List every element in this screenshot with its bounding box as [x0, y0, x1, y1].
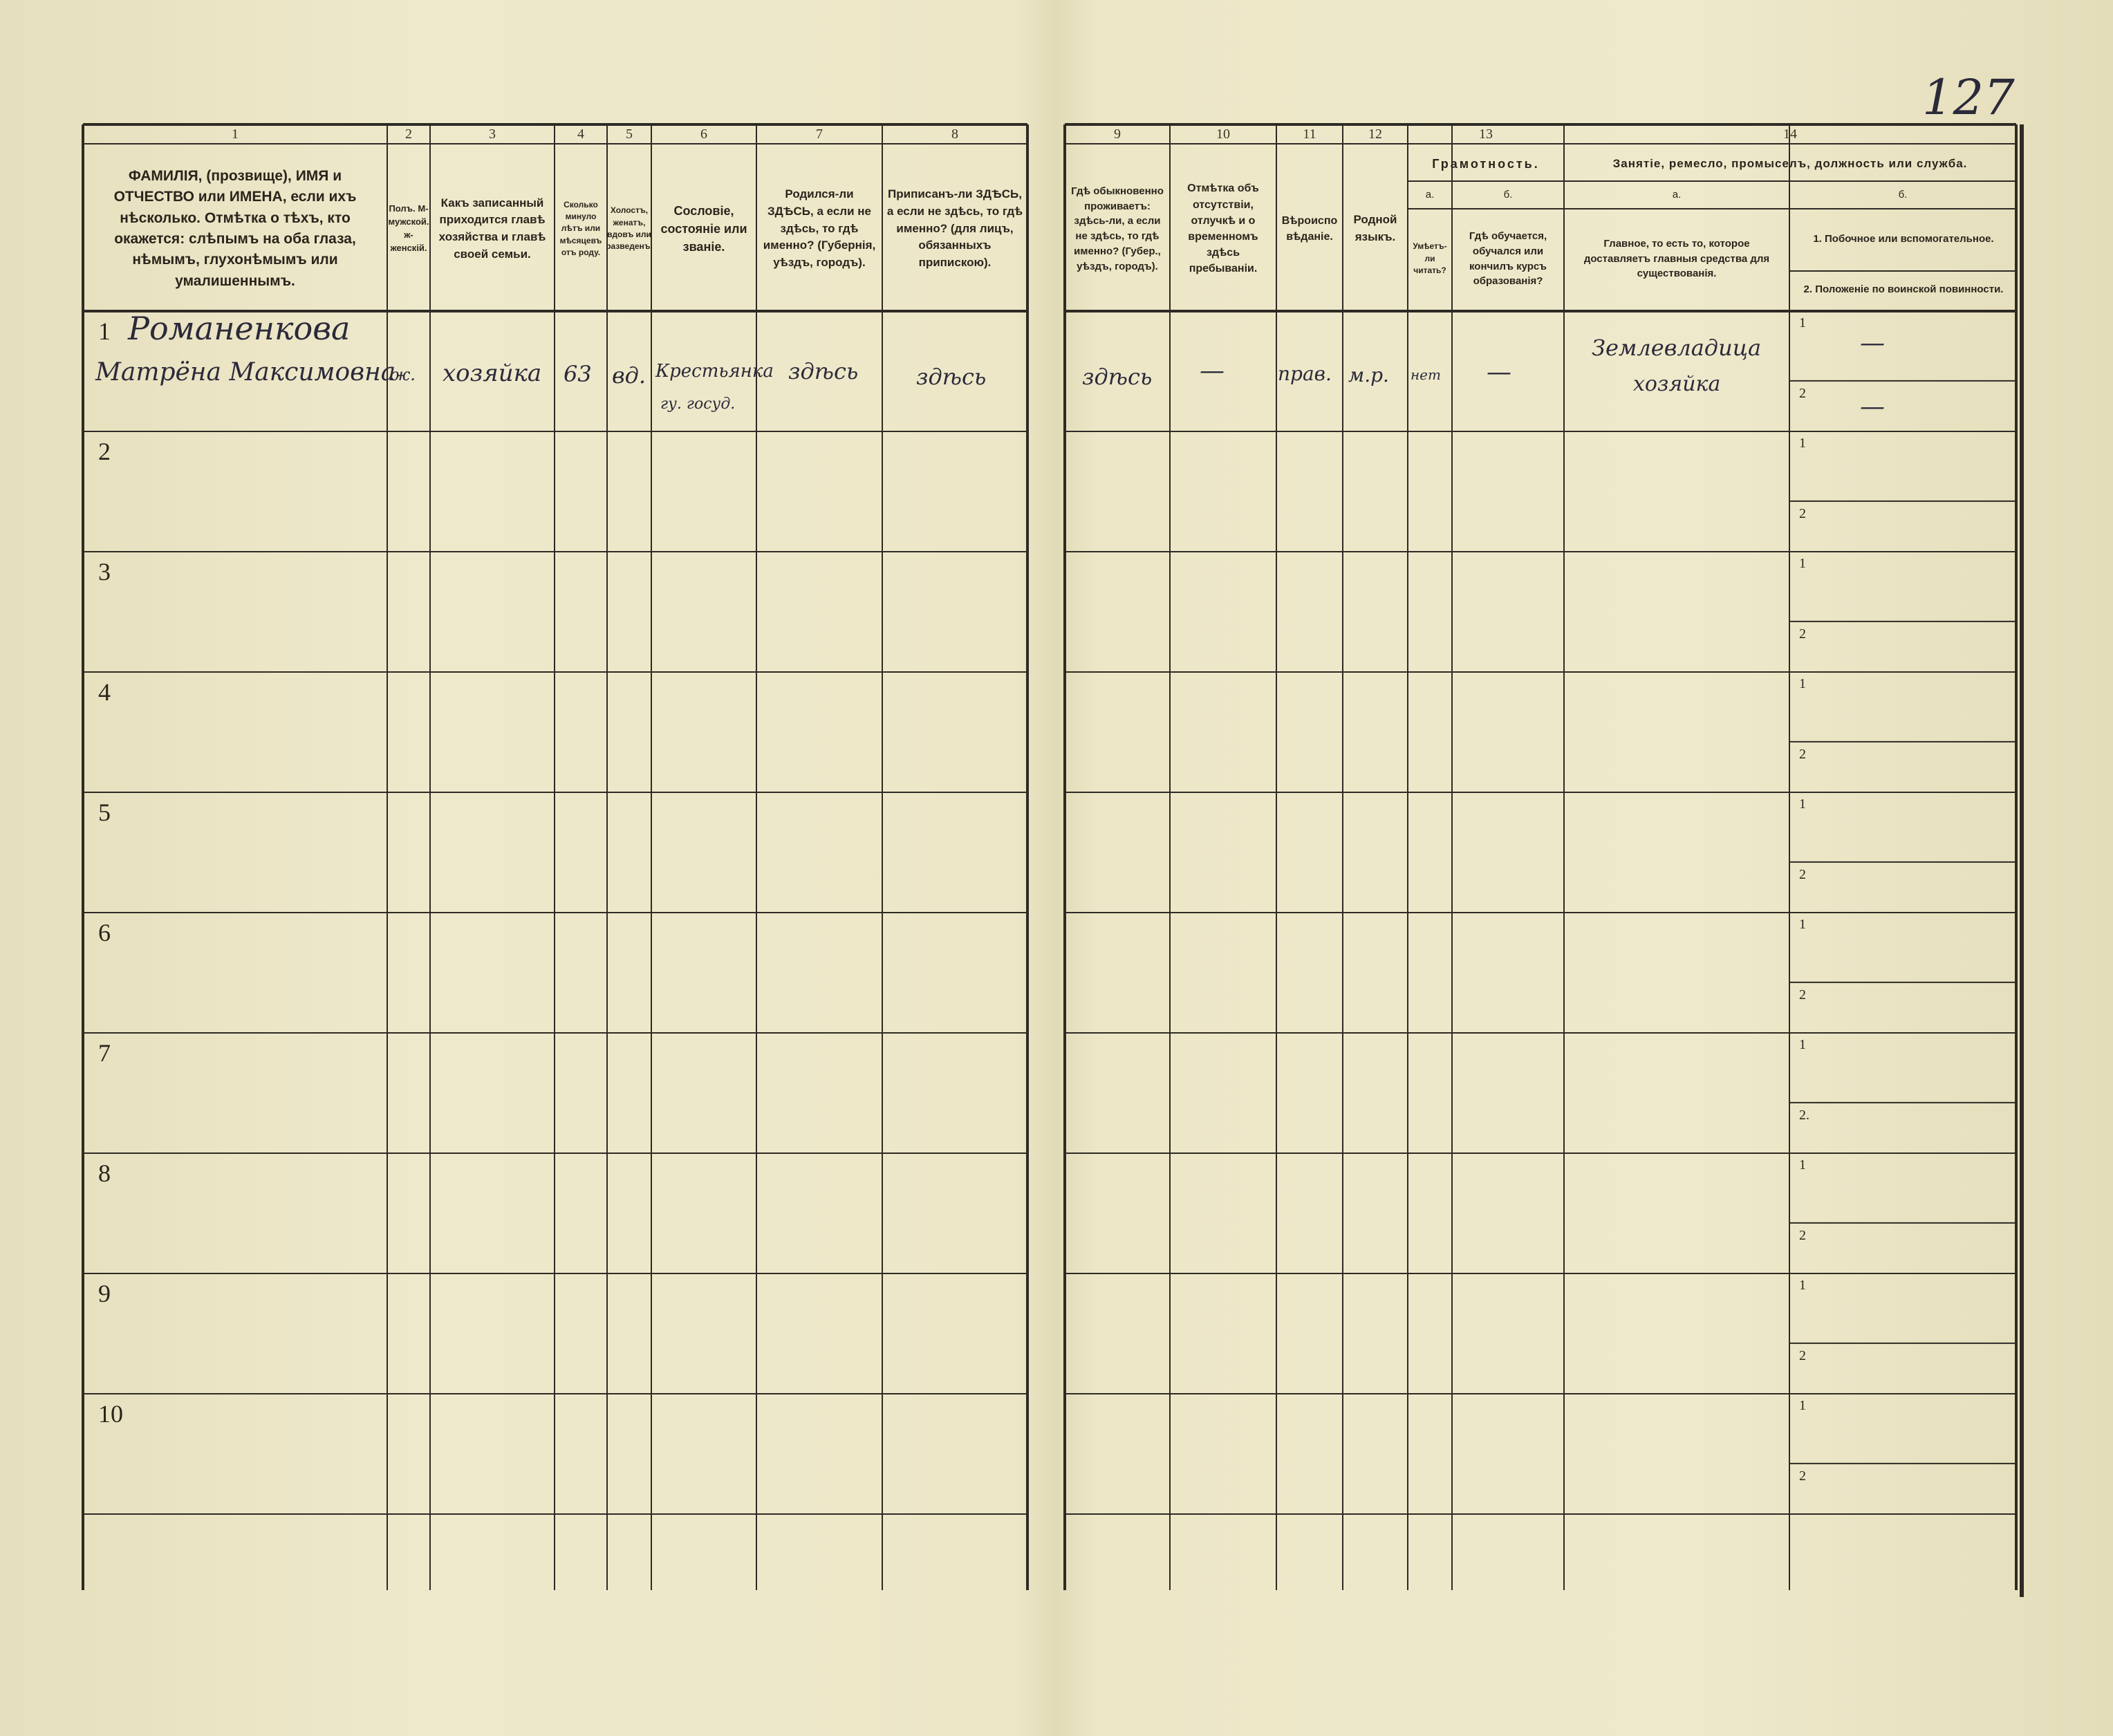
row-num-2: 2 [98, 438, 111, 465]
page-number: 127 [1922, 69, 2015, 126]
row-num-6: 6 [98, 919, 111, 946]
header-col14a-label: а. [1672, 189, 1682, 201]
row-num-3: 3 [98, 558, 111, 586]
entry-estate-2: гу. госуд. [660, 395, 736, 413]
header-col13a: Умѣетъ-ли читать? [1413, 241, 1447, 276]
entry-education: — [1487, 358, 1511, 386]
header-col4: Сколько минуло лѣтъ или мѣсяцевъ отъ роду. [559, 199, 602, 258]
entry-religion: прав. [1278, 362, 1332, 385]
entry-occupation-1: Землевладица [1592, 335, 1762, 361]
col-num-9: 9 [1114, 127, 1121, 142]
sub-num-r7-1: 1 [1799, 1037, 1806, 1052]
sub-num-r6-1: 1 [1799, 917, 1806, 932]
sub-num-r8-2: 2 [1799, 1228, 1806, 1243]
header-col14b-item1: 1. Побочное или вспомогательное. [1813, 233, 1994, 245]
header-col14b-label: б. [1898, 189, 1908, 201]
sub-num-r2-2: 2 [1799, 506, 1806, 521]
sub-num-r3-1: 1 [1799, 556, 1806, 571]
col-num-7: 7 [816, 127, 823, 142]
sub-num-r4-2: 2 [1799, 747, 1806, 762]
entry-military: — [1860, 393, 1885, 421]
header-col13: Грамотность. [1432, 156, 1540, 171]
col-num-2: 2 [405, 127, 412, 142]
entry-surname: Романенкова [128, 310, 351, 347]
col-num-5: 5 [626, 127, 633, 142]
col-num-3: 3 [489, 127, 496, 142]
header-col14b-item2: 2. Положеніе по воинской повинности. [1803, 283, 2004, 296]
sub-num-r8-1: 1 [1799, 1157, 1806, 1173]
entry-birthplace: здѣсь [788, 358, 859, 384]
sub-num-r1-1: 1 [1799, 315, 1806, 330]
header-col13b: Гдѣ обучается, обучался или кончилъ курсъ образованія? [1469, 230, 1547, 288]
header-col7: Родился-ли ЗДѢСЬ, а если не здѣсь, то гдѣ именно? (Губернія, уѣздъ, городъ). [763, 187, 876, 269]
entry-absence: — [1200, 357, 1225, 385]
sub-num-r9-2: 2 [1799, 1348, 1806, 1363]
col-num-12: 12 [1368, 127, 1382, 142]
entry-language: м.р. [1348, 364, 1389, 386]
entry-age: 63 [564, 361, 592, 387]
col-num-10: 10 [1216, 127, 1230, 142]
entry-relation: хозяйка [443, 360, 542, 387]
entry-sex: ж. [391, 365, 416, 384]
sub-num-r10-1: 1 [1799, 1398, 1806, 1413]
col-num-13: 13 [1479, 127, 1493, 142]
sub-num-r6-2: 2 [1799, 987, 1806, 1002]
sub-num-r7-2: 2. [1799, 1108, 1809, 1123]
col-num-1: 1 [232, 127, 239, 142]
entry-literacy: нет [1411, 366, 1441, 383]
row-num-1: 1 [98, 317, 111, 345]
sub-num-r5-1: 1 [1799, 796, 1806, 812]
col-num-4: 4 [577, 127, 584, 142]
sub-num-r4-1: 1 [1799, 676, 1806, 691]
sub-num-r10-2: 2 [1799, 1468, 1806, 1484]
sub-num-r3-2: 2 [1799, 626, 1806, 642]
entry-occupation-2: хозяйка [1633, 372, 1721, 396]
header-col9: Гдѣ обыкновенно проживаетъ: здѣсь-ли, а если не здѣсь, то гдѣ именно? (Губер., уѣздъ, городъ). [1071, 185, 1164, 272]
sub-num-r9-1: 1 [1799, 1278, 1806, 1293]
row-num-10: 10 [98, 1400, 123, 1428]
entry-registered: здѣсь [916, 364, 987, 390]
header-col3: Какъ записанный приходится главѣ хозяйства и главѣ своей семьи. [438, 196, 546, 261]
header-col10: Отмѣтка объ отсутствіи, отлучкѣ и о временномъ здѣсь пребываніи. [1187, 183, 1259, 275]
header-col12: Родной языкъ. [1353, 213, 1397, 243]
col-num-11: 11 [1303, 127, 1316, 142]
header-col1: ФАМИЛІЯ, (прозвище), ИМЯ и ОТЧЕСТВО или ИМЕНА, если ихъ нѣсколько. Отмѣтка о тѣхъ, кто окажется: слѣпымъ на оба глаза, нѣмымъ, глухонѣмымъ или умалишеннымъ. [113, 167, 357, 289]
row-num-8: 8 [98, 1159, 111, 1187]
header-col5: Холостъ, женатъ, вдовъ или разведенъ. [606, 205, 653, 252]
header-col13b-label: б. [1503, 189, 1513, 201]
col-num-8: 8 [951, 127, 958, 142]
header-col14: Занятіе, ремесло, промыселъ, должность или служба. [1612, 156, 1968, 170]
col-num-6: 6 [700, 127, 707, 142]
sub-num-r2-1: 1 [1799, 436, 1806, 451]
sub-num-r5-2: 2 [1799, 867, 1806, 882]
entry-residence: здѣсь [1082, 364, 1153, 390]
entry-secondary: — [1860, 329, 1885, 357]
header-col14a: Главное, то есть то, которое доставляетъ главныя средства для существованія. [1583, 237, 1770, 280]
entry-marital: вд. [612, 362, 646, 389]
header-col8: Приписанъ-ли ЗДѢСЬ, а если не здѣсь, то гдѣ именно? (для лицъ, обязанныхъ припискою). [886, 187, 1023, 269]
header-col13a-label: а. [1425, 189, 1435, 201]
row-num-4: 4 [98, 678, 111, 706]
row-num-7: 7 [98, 1039, 111, 1067]
col-num-14: 14 [1783, 127, 1797, 142]
entry-given-name: Матрёна Максимовна [95, 358, 396, 386]
sub-num-r1-2: 2 [1799, 386, 1806, 401]
header-col6: Сословіе, состояніе или званіе. [660, 203, 747, 254]
header-col11: Вѣроисповѣданіе. [1281, 214, 1338, 243]
entry-estate-1: Крестьянка [655, 361, 774, 382]
header-col2: Полъ. М-мужской. ж-женскій. [388, 203, 429, 253]
row-num-5: 5 [98, 799, 111, 826]
row-num-9: 9 [98, 1280, 111, 1307]
